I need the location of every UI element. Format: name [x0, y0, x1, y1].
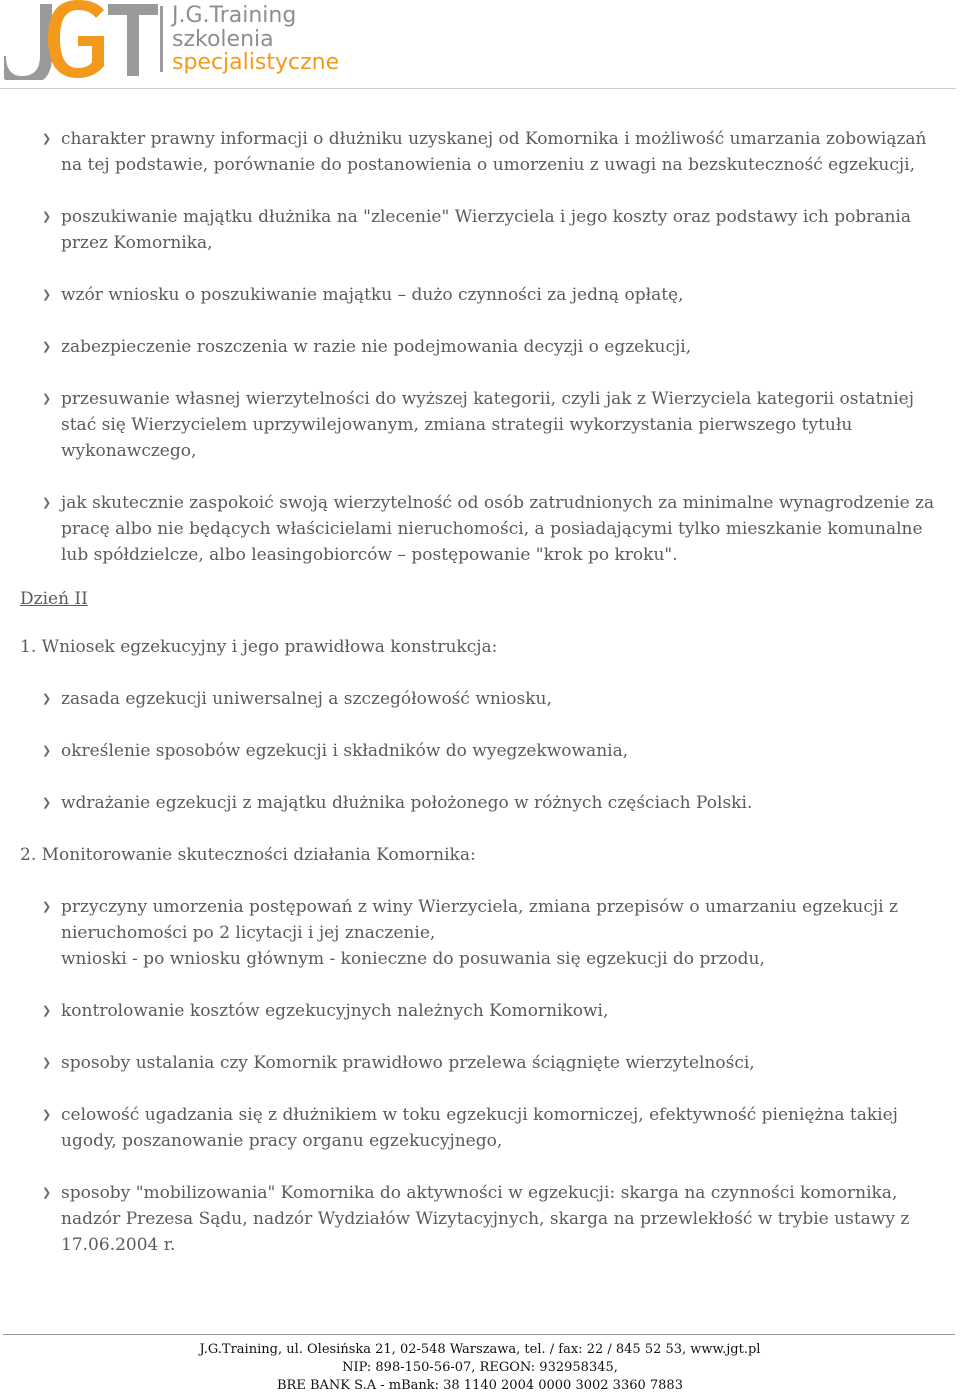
list-item-text: sposoby "mobilizowania" Komornika do aktywności w egzekucji: skarga na czynności komornika, nadzór Prezesa Sądu, nadzór Wydziałów Wizytacyjnych, skarga na przewlekłość w trybie ustawy z 17.06.2004 r. [61, 1183, 910, 1255]
list-item-text: celowość ugadzania się z dłużnikiem w toku egzekucji komorniczej, efektywność pieniężna takiej ugody, poszanowanie pracy organu egzekucyjnego, [61, 1105, 898, 1151]
chevron-right-icon: ❯ [42, 900, 52, 913]
brand-tagline-2: specjalistyczne [172, 50, 340, 75]
chevron-right-icon: ❯ [42, 210, 52, 223]
list-item-text: wdrażanie egzekucji z majątku dłużnika położonego w różnych częściach Polski. [61, 793, 753, 813]
list-item [0, 386, 960, 464]
chevron-right-icon: ❯ [42, 796, 52, 809]
chevron-right-icon: ❯ [42, 1186, 52, 1199]
list-item [0, 998, 960, 1024]
list-item [0, 686, 960, 712]
header [0, 0, 960, 90]
footer-address: J.G.Training, ul. Olesińska 21, 02-548 Warszawa, tel. / fax: 22 / 845 52 53, www.jgt.pl [199, 1342, 761, 1357]
list-item [0, 126, 960, 178]
chevron-right-icon: ❯ [42, 1004, 52, 1017]
list-item-subtext: wnioski - po wniosku głównym - konieczne do posuwania się egzekucji do przodu, [61, 949, 765, 969]
list-item [0, 790, 960, 816]
list-item-text: poszukiwanie majątku dłużnika na "zlecenie" Wierzyciela i jego koszty oraz podstawy ich pobrania przez Komornika, [61, 207, 912, 253]
list-item [0, 1102, 960, 1154]
list-item-text: przesuwanie własnej wierzytelności do wyższej kategorii, czyli jak z Wierzyciela kategorii ostatniej stać się Wierzycielem uprzywilejowanym, zmiana strategii wykorzystania pierwszego tytułu wykonawczego, [61, 389, 914, 461]
list-item-text: charakter prawny informacji o dłużniku uzyskanej od Komornika i możliwość umarzania zobowiązań na tej podstawie, porównanie do postanowienia o umorzeniu z uwagi na bezskuteczność egzekucji, [61, 129, 927, 175]
chevron-right-icon: ❯ [42, 744, 52, 757]
list-item-text: kontrolowanie kosztów egzekucyjnych należnych Komornikowi, [61, 1001, 609, 1021]
day-heading: Dzień II [20, 589, 88, 609]
section-heading: 2. Monitorowanie skuteczności działania Komornika: [20, 845, 476, 865]
list-item-text: jak skutecznie zaspokoić swoją wierzytelność od osób zatrudnionych za minimalne wynagrodzenie za pracę albo nie będących właścicielami nieruchomości, a posiadającymi tylko mieszkanie komunalne lub spółdzielcze, albo leasingobiorców – postępowanie "krok po kroku". [61, 493, 935, 565]
list-item [0, 1180, 960, 1258]
chevron-right-icon: ❯ [42, 1108, 52, 1121]
footer-divider [3, 1334, 955, 1335]
chevron-right-icon: ❯ [42, 340, 52, 353]
list-item [0, 282, 960, 308]
list-item-text: określenie sposobów egzekucji i składników do wyegzekwowania, [61, 741, 629, 761]
list-item [0, 204, 960, 256]
brand-tagline-1: szkolenia [172, 27, 274, 52]
list-item [0, 1050, 960, 1076]
brand-name: J.G.Training [172, 3, 297, 28]
list-item-text: sposoby ustalania czy Komornik prawidłowo przelewa ściągnięte wierzytelności, [61, 1053, 755, 1073]
list-item [0, 490, 960, 568]
footer-tax-ids: NIP: 898-150-56-07, REGON: 932958345, [342, 1360, 618, 1375]
footer [0, 1341, 960, 1395]
list-item-text: wzór wniosku o poszukiwanie majątku – dużo czynności za jedną opłatę, [61, 285, 684, 305]
list-item [0, 334, 960, 360]
chevron-right-icon: ❯ [42, 1056, 52, 1069]
chevron-right-icon: ❯ [42, 496, 52, 509]
chevron-right-icon: ❯ [42, 132, 52, 145]
list-item-text: zasada egzekucji uniwersalnej a szczegółowość wniosku, [61, 689, 552, 709]
chevron-right-icon: ❯ [42, 288, 52, 301]
list-item-text: przyczyny umorzenia postępowań z winy Wierzyciela, zmiana przepisów o umarzaniu egzekucji z nieruchomości po 2 licytacji i jej znaczenie, [61, 897, 898, 943]
list-item [0, 738, 960, 764]
chevron-right-icon: ❯ [42, 392, 52, 405]
list-item [0, 894, 960, 972]
document-body [0, 126, 960, 1284]
footer-bank-account: BRE BANK S.A - mBank: 38 1140 2004 0000 3002 3360 7883 [277, 1378, 683, 1393]
chevron-right-icon: ❯ [42, 692, 52, 705]
list-item-text: zabezpieczenie roszczenia w razie nie podejmowania decyzji o egzekucji, [61, 337, 692, 357]
header-divider [0, 88, 956, 89]
jgt-logo [4, 0, 160, 80]
section-heading: 1. Wniosek egzekucyjny i jego prawidłowa konstrukcja: [20, 637, 498, 657]
brand-divider [160, 6, 163, 72]
